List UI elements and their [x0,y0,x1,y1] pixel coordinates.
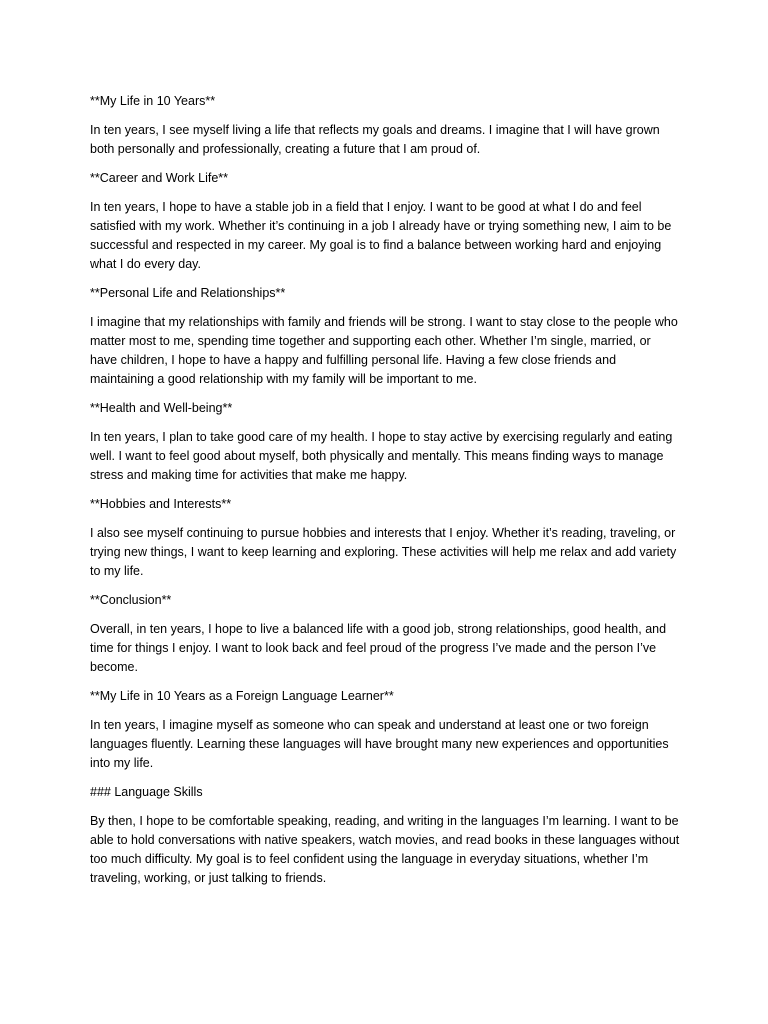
heading-my-life-in-10-years: **My Life in 10 Years** [90,94,216,108]
heading-career-and-work-life: **Career and Work Life** [90,171,229,185]
document-page [90,92,680,898]
paragraph-intro: In ten years, I see myself living a life that reflects my goals and dreams. I imagine that I will have grown both personally and professionally, creating a future that I am proud of. [90,123,660,156]
paragraph-conclusion: Overall, in ten years, I hope to live a balanced life with a good job, strong relationships, good health, and time for things I enjoy. I want to look back and feel proud of the progress I’ve made and the person I’ve become. [90,622,667,674]
paragraph-health: In ten years, I plan to take good care of my health. I hope to stay active by exercising regularly and eating well. I want to feel good about myself, both physically and mentally. This means finding ways to manage stress and making time for activities that make me happy. [90,430,673,482]
heading-language-skills: ### Language Skills [90,785,203,799]
heading-personal-life: **Personal Life and Relationships** [90,286,286,300]
paragraph-language-skills: By then, I hope to be comfortable speaking, reading, and writing in the languages I’m learning. I want to be able to hold conversations with native speakers, watch movies, and read books in these languages without too much difficulty. My goal is to feel confident using the language in everyday situations, whether I’m traveling, working, or just talking to friends. [90,814,680,885]
paragraph-personal-life: I imagine that my relationships with family and friends will be strong. I want to stay close to the people who matter most to me, spending time together and supporting each other. Whether I’m single, married, or have children, I hope to have a happy and fulfilling personal life. Having a few close friends and maintaining a good relationship with my family will be important to me. [90,315,678,386]
heading-hobbies: **Hobbies and Interests** [90,497,232,511]
heading-conclusion: **Conclusion** [90,593,172,607]
heading-foreign-language-learner: **My Life in 10 Years as a Foreign Language Learner** [90,689,394,703]
paragraph-foreign-language: In ten years, I imagine myself as someone who can speak and understand at least one or two foreign languages fluently. Learning these languages will have brought many new experiences and opportunities into my life. [90,718,669,770]
paragraph-hobbies: I also see myself continuing to pursue hobbies and interests that I enjoy. Whether it’s reading, traveling, or trying new things, I want to keep learning and exploring. These activities will help me relax and add variety to my life. [90,526,677,578]
paragraph-career: In ten years, I hope to have a stable job in a field that I enjoy. I want to be good at what I do and feel satisfied with my work. Whether it’s continuing in a job I already have or trying something new, I aim to be successful and respected in my career. My goal is to find a balance between working hard and enjoying what I do every day. [90,200,672,271]
heading-health: **Health and Well-being** [90,401,233,415]
